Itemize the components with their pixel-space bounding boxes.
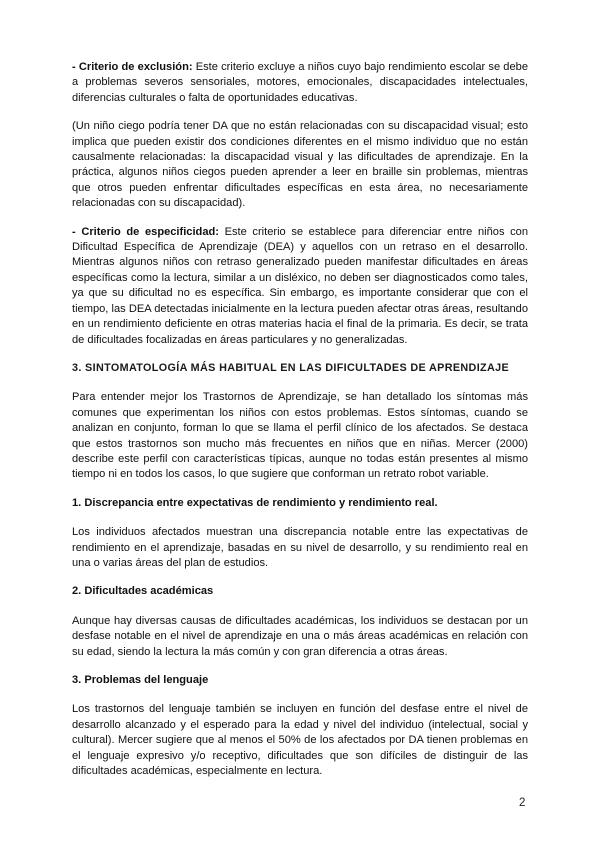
document-page <box>72 60 528 792</box>
page-number: 2 <box>519 797 526 809</box>
item-2-heading: 2. Dificultades académicas <box>72 585 214 598</box>
blind-child-note: (Un niño ciego podría tener DA que no están relacionadas con su discapacidad visual; esto implica que pueden existir dos condiciones diferentes en el mismo individuo que no están causalmente relacionadas: la discapacidad visual y las dificultades de aprendizaje. En la práctica, algunos niños ciegos pueden aprender a leer en braille sin problemas, mientras que otros pueden enfrentar dificultades específicas en esta área, no necesariamente relacionadas con su discapacidad). <box>72 120 528 210</box>
item-1-text: Los individuos afectados muestran una discrepancia notable entre las expectativas de rendimiento en el aprendizaje, basadas en su nivel de desarrollo, y su rendimiento real en una o varias áreas del plan de estudios. <box>72 526 528 569</box>
exclusion-criterion-text: Este criterio excluye a niños cuyo bajo rendimiento escolar se debe a problemas severos sensoriales, motores, emocionales, discapacidades intelectuales, diferencias culturales o falta de oportunidades educativas. <box>72 61 528 104</box>
exclusion-criterion-paragraph <box>72 60 528 106</box>
specificity-criterion-label: - Criterio de especificidad: <box>72 225 219 238</box>
section-3-heading: 3. SINTOMATOLOGÍA MÁS HABITUAL EN LAS DIFICULTADES DE APRENDIZAJE <box>72 361 510 374</box>
item-3-heading: 3. Problemas del lenguaje <box>72 674 209 686</box>
exclusion-criterion-label: - Criterio de exclusión: <box>72 61 193 73</box>
item-3-text: Los trastornos del lenguaje también se incluyen en función del desfase entre el nivel de desarrollo alcanzado y el esperado para la edad y nivel del individuo (intelectual, social y cultural). Mercer sugiere que al menos el 50% de los afectados por DA tienen problemas en el lenguaje expresivo y/o receptivo, dificultades que son difíciles de distinguir de las dificultades académicas, especialmente en lectura. <box>72 703 528 778</box>
section-3-intro: Para entender mejor los Trastornos de Aprendizaje, se han detallado los síntomas más comunes que experimentan los niños con estos problemas. Estos síntomas, cuando se analizan en conjunto, forman lo que se llama el perfil clínico de los afectados. Se destaca que estos trastornos son mucho más frecuentes en niños que en niñas. Mercer (2000) describe este perfil con características típicas, aunque no todas están presentes al mismo tiempo ni en todos los casos, lo que sugiere que conforman un retrato robot variable. <box>72 391 528 481</box>
specificity-criterion-text: Este criterio se establece para diferenciar entre niños con Dificultad Específica de Aprendizaje (DEA) y aquellos con un retraso en el desarrollo. Mientras algunos niños con retraso generalizado pueden manifestar dificultades en áreas específicas como la lectura, similar a un disléxico, no deben ser diagnosticados como tales, ya que su dificultad no es específica. Sin embargo, es importante considerar que con el tiempo, las DEA detectadas inicialmente en la lectura pueden afectar otras áreas, resultando en un rendimiento deficiente en otras materias hacia el final de la primaria. Es decir, se trata de dificultades focalizadas en áreas particulares y no generalizadas. <box>72 225 529 346</box>
item-2-text: Aunque hay diversas causas de dificultades académicas, los individuos se destacan por un desfase notable en el nivel de aprendizaje en una o más áreas académicas en relación con su edad, siendo la lectura la más común y con gran diferencia a otras áreas. <box>72 614 528 658</box>
specificity-criterion-paragraph <box>72 225 528 348</box>
item-1-heading: 1. Discrepancia entre expectativas de rendimiento y rendimiento real. <box>72 496 438 509</box>
